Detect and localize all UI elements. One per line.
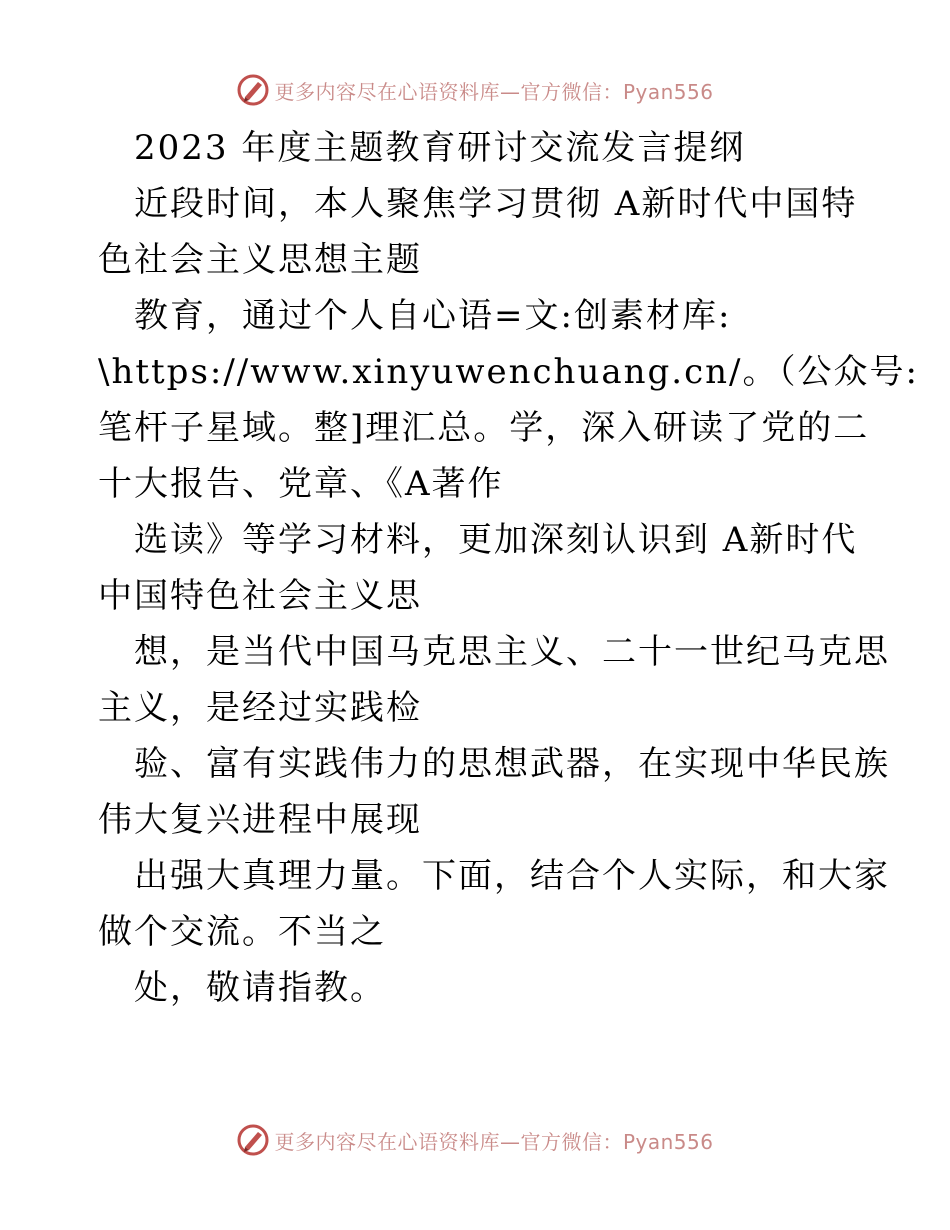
footer-watermark: [0, 1120, 950, 1160]
body-line: 选读》等学习材料，更加深刻认识到 A新时代: [134, 520, 858, 560]
logo-icon: [236, 73, 270, 107]
body-line: 主义，是经过实践检: [98, 688, 422, 728]
body-line: 伟大复兴进程中展现: [98, 800, 422, 840]
document-body: [98, 120, 919, 1016]
logo-icon: [236, 1123, 270, 1157]
body-line: 教育，通过个人自心语=文:创素材库:: [134, 296, 732, 336]
body-line: \https://www.xinyuwenchuang.cn/。（公众号:: [98, 352, 919, 392]
body-line: 色社会主义思想主题: [98, 240, 422, 280]
body-line: 做个交流。不当之: [98, 912, 386, 952]
body-line: 十大报告、党章、《A著作: [98, 464, 504, 504]
watermark-text: 更多内容尽在心语资料库—官方微信：Pyan556: [274, 1129, 714, 1154]
body-line: 想，是当代中国马克思主义、二十一世纪马克思: [134, 632, 890, 672]
body-line: 中国特色社会主义思: [98, 576, 422, 616]
header-watermark: [0, 70, 950, 110]
body-line: 验、富有实践伟力的思想武器，在实现中华民族: [134, 744, 890, 784]
watermark-text: 更多内容尽在心语资料库—官方微信：Pyan556: [274, 79, 714, 104]
body-line: 笔杆子星域。整]理汇总。学，深入研读了党的二: [98, 408, 870, 448]
body-line: 处，敬请指教。: [134, 968, 386, 1008]
body-line: 近段时间，本人聚焦学习贯彻 A新时代中国特: [134, 184, 858, 224]
document-title: 2023 年度主题教育研讨交流发言提纲: [134, 128, 746, 168]
body-line: 出强大真理力量。下面，结合个人实际，和大家: [134, 856, 890, 896]
